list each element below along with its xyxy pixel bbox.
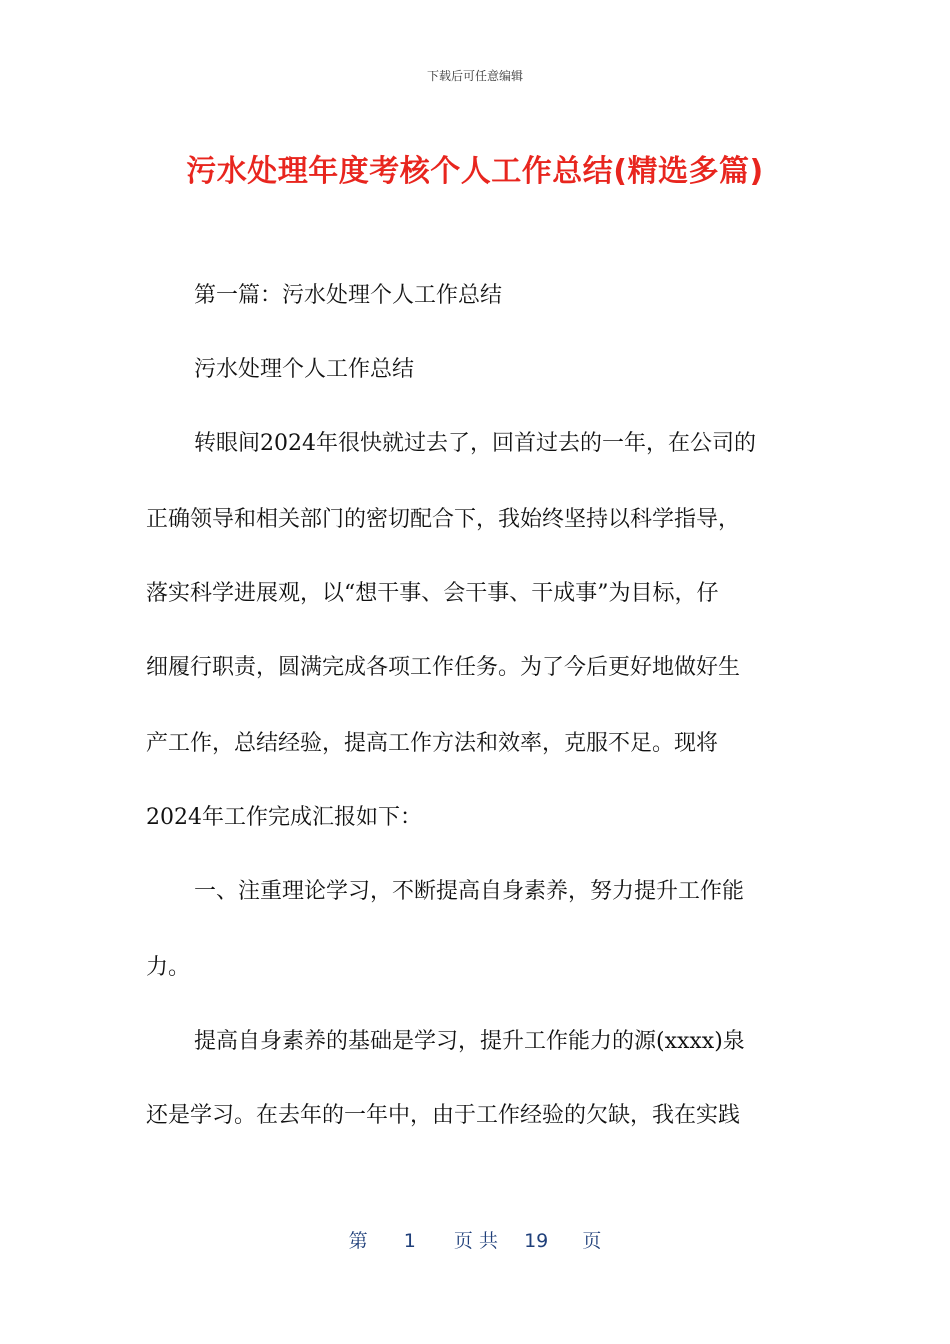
paragraph-line: 一、注重理论学习，不断提高自身素养，努力提升工作能: [194, 879, 745, 904]
document-title: 污水处理年度考核个人工作总结(精选多篇): [186, 154, 764, 189]
paragraph-line: 提高自身素养的基础是学习，提升工作能力的源(xxxx)泉: [194, 1029, 745, 1054]
paragraph-line: 2024年工作完成汇报如下：: [146, 805, 422, 830]
footer-page-number: 1: [403, 1230, 416, 1252]
paragraph-line: 落实科学进展观，以“想干事、会干事、干成事”为目标，仔: [146, 581, 719, 606]
paragraph-line: 产工作，总结经验，提高工作方法和效率，克服不足。现将: [146, 731, 719, 756]
footer-total-label: 页 共: [453, 1230, 498, 1252]
footer-page-suffix: 页: [582, 1230, 602, 1252]
paragraph-line: 正确领导和相关部门的密切配合下，我始终坚持以科学指导，: [146, 507, 741, 532]
section-heading: 第一篇：污水处理个人工作总结: [194, 283, 503, 308]
paragraph-line: 还是学习。在去年的一年中，由于工作经验的欠缺，我在实践: [146, 1103, 741, 1128]
paragraph-line: 转眼间2024年很快就过去了，回首过去的一年，在公司的: [194, 431, 756, 456]
page-footer: [0, 1226, 950, 1253]
subsection-heading: 污水处理个人工作总结: [194, 357, 415, 382]
paragraph-line: 细履行职责，圆满完成各项工作任务。为了今后更好地做好生: [146, 655, 741, 680]
footer-page-label: 第: [348, 1230, 368, 1252]
header-note: 下载后可任意编辑: [426, 69, 523, 83]
footer-total-pages: 19: [524, 1230, 549, 1252]
paragraph-line: 力。: [146, 955, 191, 980]
